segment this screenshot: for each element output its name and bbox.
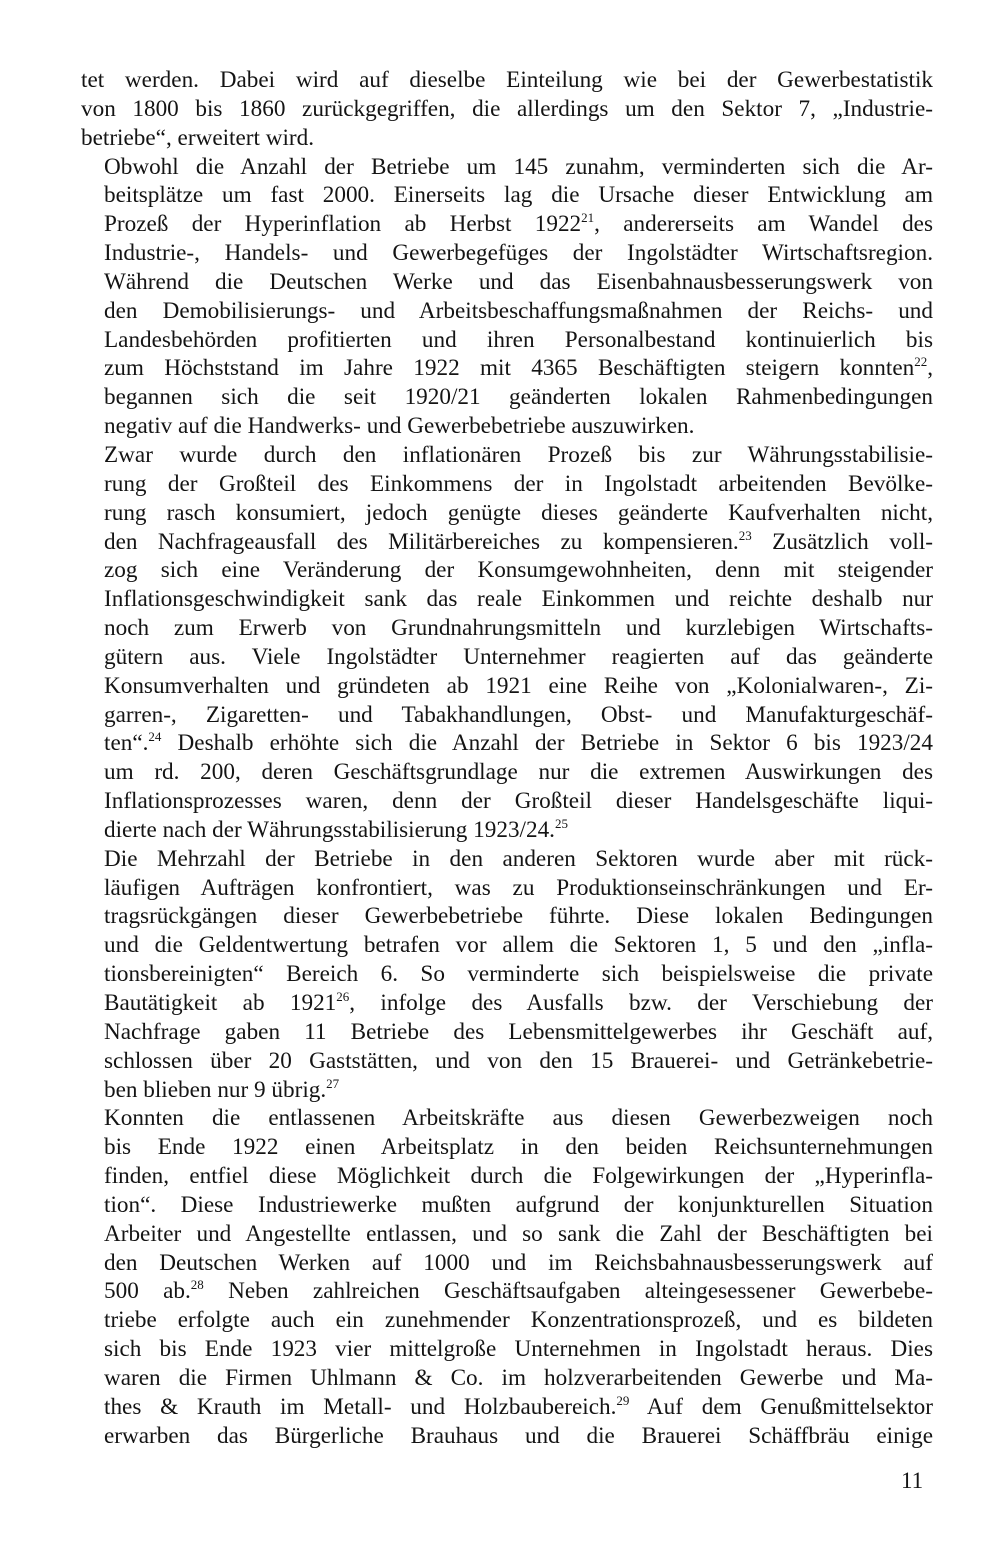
text-line (81, 412, 933, 441)
text-line (81, 124, 933, 153)
text-run: rung rasch konsumiert, jedoch genügte dieses geänderte Kaufverhalten nicht, (104, 499, 933, 526)
footnote-ref: 22 (914, 354, 928, 370)
text-run: Auf dem Genußmittelsektor (629, 1393, 933, 1420)
text-run: garren-, Zigaretten- und Tabakhandlungen, Obst- und Manufakturgeschäf- (104, 701, 933, 728)
text-run: dierte nach der Währungsstabilisierung 1923/24. (104, 816, 555, 843)
text-run: thes & Krauth im Metall- und Holzbaubereich. (104, 1393, 617, 1420)
text-line (81, 268, 933, 297)
text-line (81, 989, 933, 1018)
text-line (81, 441, 933, 470)
text-line (81, 758, 933, 787)
text-run: beitsplätze um fast 2000. Einerseits lag die Ursache dieser Entwicklung am (104, 182, 933, 209)
text-run: negativ auf die Handwerks- und Gewerbebetriebe auszuwirken. (104, 413, 695, 440)
text-run: Konnten die entlassenen Arbeitskräfte aus diesen Gewerbezweigen noch (104, 1105, 933, 1132)
text-line (81, 470, 933, 499)
text-line (81, 1162, 933, 1191)
text-run: um rd. 200, deren Geschäftsgrundlage nur die extremen Auswirkungen des (104, 759, 933, 786)
text-run: Landesbehörden profitierten und ihren Personalbestand kontinuierlich bis (104, 326, 933, 353)
text-run: Während die Deutschen Werke und das Eisenbahnausbesserungswerk von (104, 268, 933, 295)
footnote-ref: 27 (326, 1075, 340, 1091)
text-run: Die Mehrzahl der Betriebe in den anderen Sektoren wurde aber mit rück- (104, 845, 933, 872)
text-run: Nachfrage gaben 11 Betriebe des Lebensmittelgewerbes ihr Geschäft auf, (104, 1018, 933, 1045)
text-run: ten“. (104, 730, 149, 757)
text-run: gütern aus. Viele Ingolstädter Unternehmer reagierten auf das geänderte (104, 643, 933, 670)
text-run: rung der Großteil des Einkommens der in Ingolstadt arbeitenden Bevölke- (104, 470, 933, 497)
text-run: finden, entfiel diese Möglichkeit durch die Folgewirkungen der „Hyperinfla- (104, 1163, 933, 1190)
text-line (81, 153, 933, 182)
text-run: und die Geldentwertung betrafen vor allem die Sektoren 1, 5 und den „infla- (104, 932, 933, 959)
text-line (81, 845, 933, 874)
paragraph (81, 153, 933, 441)
footnote-ref: 23 (738, 527, 752, 543)
text-line (81, 902, 933, 931)
text-run: Neben zahlreichen Geschäftsaufgaben alteingesessener Gewerbebe- (203, 1278, 934, 1305)
footnote-ref: 24 (148, 729, 162, 745)
text-line (81, 643, 933, 672)
text-line (81, 816, 933, 845)
text-line (81, 326, 933, 355)
text-run: waren die Firmen Uhlmann & Co. im holzverarbeitenden Gewerbe und Ma- (104, 1364, 933, 1391)
text-run: schlossen über 20 Gaststätten, und von den 15 Brauerei- und Getränkebetrie- (104, 1047, 933, 1074)
text-run: betriebe“, erweitert wird. (81, 124, 315, 151)
text-run: Arbeiter und Angestellte entlassen, und so sank die Zahl der Beschäftigten bei (104, 1220, 933, 1247)
paragraph (81, 1104, 933, 1450)
text-line (81, 1076, 933, 1105)
text-run: , andererseits am Wandel des (594, 211, 933, 238)
text-line (81, 1393, 933, 1422)
text-run: sich bis Ende 1923 vier mittelgroße Unternehmen in Ingolstadt heraus. Dies (104, 1336, 933, 1363)
text-line (81, 297, 933, 326)
text-line (81, 874, 933, 903)
text-run: Zusätzlich voll- (751, 528, 933, 555)
text-line (81, 1220, 933, 1249)
footnote-ref: 26 (336, 989, 350, 1004)
text-run: zog sich eine Veränderung der Konsumgewohnheiten, denn mit steigender (104, 557, 933, 584)
text-line (81, 1364, 933, 1393)
text-run: Deshalb erhöhte sich die Anzahl der Betriebe in Sektor 6 bis 1923/24 (161, 730, 933, 757)
paragraph (81, 441, 933, 845)
text-run: bis Ende 1922 einen Arbeitsplatz in den beiden Reichsunternehmungen (104, 1134, 933, 1161)
text-run: läufigen Aufträgen konfrontiert, was zu Produktionseinschränkungen und Er- (104, 874, 933, 901)
text-run: ben blieben nur 9 übrig. (104, 1076, 327, 1103)
text-run: den Nachfrageausfall des Militärbereiches zu kompensieren. (104, 528, 739, 555)
text-run: tion“. Diese Industriewerke mußten aufgrund der konjunkturellen Situation (104, 1191, 933, 1218)
text-line (81, 556, 933, 585)
text-line (81, 95, 933, 124)
text-run: triebe erfolgte auch ein zunehmender Konzentrationsprozeß, und es bildeten (104, 1307, 933, 1334)
text-run: tet werden. Dabei wird auf dieselbe Einteilung wie bei der Gewerbestatistik (81, 67, 933, 93)
text-line (81, 931, 933, 960)
text-run: Inflationsgeschwindigkeit sank das reale Einkommen und reichte deshalb nur (104, 586, 933, 613)
text-line (81, 1422, 933, 1451)
text-run: begannen sich die seit 1920/21 geänderten lokalen Rahmenbedingungen (104, 384, 933, 411)
text-run: zum Höchststand im Jahre 1922 mit 4365 Beschäftigten steigern konnten (104, 355, 915, 382)
text-line (81, 1277, 933, 1306)
text-line (81, 1306, 933, 1335)
text-line (81, 239, 933, 268)
text-line (81, 383, 933, 412)
text-line (81, 729, 933, 758)
text-run: Konsumverhalten und gründeten ab 1921 eine Reihe von „Kolonialwaren-, Zi- (104, 672, 933, 699)
text-line (81, 1335, 933, 1364)
text-line (81, 1047, 933, 1076)
paragraph (81, 66, 933, 153)
text-line (81, 354, 933, 383)
text-run: Obwohl die Anzahl der Betriebe um 145 zunahm, verminderten sich die Ar- (104, 153, 933, 180)
text-line (81, 672, 933, 701)
text-line (81, 701, 933, 730)
text-line (81, 960, 933, 989)
text-run: von 1800 bis 1860 zurückgegriffen, die allerdings um den Sektor 7, „Industrie- (81, 95, 933, 122)
text-run: tragsrückgängen dieser Gewerbebetriebe führte. Diese lokalen Bedingungen (104, 903, 933, 930)
text-line (81, 787, 933, 816)
text-line (81, 1104, 933, 1133)
footnote-ref: 25 (554, 815, 568, 831)
page-body (81, 66, 933, 1451)
text-line (81, 614, 933, 643)
text-run: den Deutschen Werken auf 1000 und im Reichsbahnausbesserungswerk auf (104, 1249, 933, 1276)
text-run: , infolge des Ausfalls bzw. der Verschiebung der (349, 990, 933, 1016)
footnote-ref: 21 (581, 210, 595, 226)
footnote-ref: 28 (190, 1277, 204, 1293)
text-line (81, 66, 933, 95)
text-run: Prozeß der Hyperinflation ab Herbst 1922 (104, 211, 582, 238)
text-run: Zwar wurde durch den inflationären Prozeß bis zur Währungsstabilisie- (104, 441, 933, 468)
text-run: , (927, 355, 933, 382)
text-run: Inflationsprozesses waren, denn der Großteil dieser Handelsgeschäfte liqui- (104, 788, 933, 815)
text-line (81, 1191, 933, 1220)
text-run: Industrie-, Handels- und Gewerbegefüges der Ingolstädter Wirtschaftsregion. (104, 240, 933, 267)
text-run: Bautätigkeit ab 1921 (104, 990, 337, 1016)
text-run: noch zum Erwerb von Grundnahrungsmitteln und kurzlebigen Wirtschafts- (104, 615, 933, 642)
text-run: erwarben das Bürgerliche Brauhaus und die Brauerei Schäffbräu einige (104, 1422, 933, 1449)
text-line (81, 1133, 933, 1162)
text-line (81, 210, 933, 239)
text-run: 500 ab. (104, 1278, 191, 1305)
text-run: den Demobilisierungs- und Arbeitsbeschaffungsmaßnahmen der Reichs- und (104, 297, 933, 324)
page-number: 11 (901, 1468, 924, 1493)
paragraph (81, 845, 933, 1105)
text-line (81, 528, 933, 557)
text-run: tionsbereinigten“ Bereich 6. So verminderte sich beispielsweise die private (104, 961, 933, 988)
text-line (81, 181, 933, 210)
footnote-ref: 29 (616, 1392, 630, 1408)
text-line (81, 1249, 933, 1278)
text-line (81, 1018, 933, 1047)
text-line (81, 499, 933, 528)
text-line (81, 585, 933, 614)
